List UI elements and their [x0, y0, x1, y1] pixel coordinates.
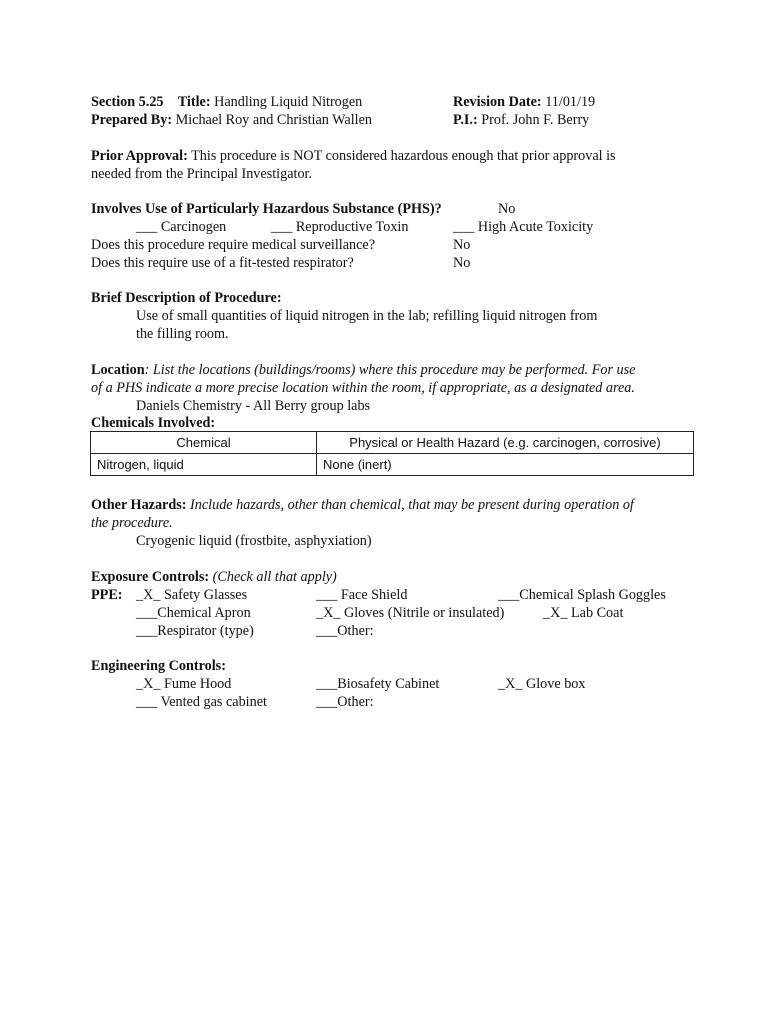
phs-reproductive-toxin: ___ Reproductive Toxin	[271, 219, 409, 235]
cell-chemical: Nitrogen, liquid	[91, 454, 317, 476]
medical-surveillance-answer: No	[453, 237, 471, 253]
ppe-chemical-apron: ___Chemical Apron	[136, 605, 251, 621]
description-heading: Brief Description of Procedure:	[91, 290, 282, 306]
other-hazards-label: Other Hazards:	[91, 497, 187, 513]
revision-date	[453, 93, 595, 111]
ppe-safety-glasses: _X_ Safety Glasses	[136, 587, 248, 603]
other-hazards-instructions-2: the procedure.	[91, 515, 173, 531]
phs-carcinogen: ___ Carcinogen	[136, 219, 227, 235]
prior-approval-text: This procedure is NOT considered hazardous enough that prior approval is	[191, 148, 616, 164]
exposure-controls	[91, 568, 337, 586]
engineering-controls-label: Engineering Controls:	[91, 658, 226, 674]
description-text-2: the filling room.	[136, 326, 229, 342]
header-section-title	[91, 93, 362, 111]
ppe-label: PPE:	[91, 587, 123, 603]
chemicals-table	[90, 431, 694, 476]
eng-other: ___Other:	[316, 694, 374, 710]
principal-investigator	[453, 111, 589, 129]
prior-approval	[91, 147, 616, 165]
chemicals-heading: Chemicals Involved:	[91, 415, 216, 431]
eng-fume-hood: _X_ Fume Hood	[136, 676, 232, 692]
location-label: Location	[91, 362, 145, 378]
phs-answer: No	[498, 201, 516, 217]
exposure-controls-instructions: (Check all that apply)	[212, 569, 337, 585]
ppe-gloves: _X_ Gloves (Nitrile or insulated)	[316, 605, 505, 621]
description-text-1: Use of small quantities of liquid nitrogen in the lab; refilling liquid nitrogen from	[136, 308, 598, 324]
title-label: Title:	[177, 94, 211, 110]
other-hazards	[91, 496, 634, 514]
eng-vented-gas-cabinet: ___ Vented gas cabinet	[136, 694, 267, 710]
revision-label: Revision Date:	[453, 94, 542, 110]
pi-label: P.I.:	[453, 112, 478, 128]
eng-glove-box: _X_ Glove box	[498, 676, 586, 692]
prepared-label: Prepared By:	[91, 112, 173, 128]
location-instructions-2: of a PHS indicate a more precise location within the room, if appropriate, as a designated area.	[91, 380, 635, 396]
other-hazards-instructions-1: Include hazards, other than chemical, that may be present during operation of	[186, 497, 634, 513]
ppe-other: ___Other:	[316, 623, 374, 639]
prepared-by	[91, 111, 372, 129]
location-value: Daniels Chemistry - All Berry group labs	[136, 398, 371, 414]
pi-value: Prof. John F. Berry	[481, 112, 590, 128]
title-value: Handling Liquid Nitrogen	[214, 94, 363, 110]
table-header-row	[91, 432, 694, 454]
location-instructions-1: : List the locations (buildings/rooms) where this procedure may be performed. For use	[144, 362, 636, 378]
section-number: Section 5.25	[91, 94, 164, 110]
table-row	[91, 454, 694, 476]
medical-surveillance-question: Does this procedure require medical surveillance?	[91, 237, 376, 253]
ppe-respirator: ___Respirator (type)	[136, 623, 254, 639]
revision-value: 11/01/19	[545, 94, 596, 110]
ppe-lab-coat: _X_ Lab Coat	[543, 605, 624, 621]
prior-approval-label: Prior Approval:	[91, 148, 188, 164]
column-header-chemical: Chemical	[91, 432, 317, 454]
eng-biosafety-cabinet: ___Biosafety Cabinet	[316, 676, 440, 692]
other-hazards-value: Cryogenic liquid (frostbite, asphyxiation)	[136, 533, 372, 549]
location-instructions	[91, 361, 635, 379]
prior-approval-text-2: needed from the Principal Investigator.	[91, 166, 313, 182]
prepared-value: Michael Roy and Christian Wallen	[175, 112, 372, 128]
phs-question: Involves Use of Particularly Hazardous Substance (PHS)?	[91, 201, 442, 217]
respirator-answer: No	[453, 255, 471, 271]
phs-high-acute-toxicity: ___ High Acute Toxicity	[453, 219, 594, 235]
ppe-face-shield: ___ Face Shield	[316, 587, 408, 603]
column-header-hazard: Physical or Health Hazard (e.g. carcinogen, corrosive)	[317, 432, 694, 454]
exposure-controls-label: Exposure Controls:	[91, 569, 210, 585]
ppe-chemical-splash-goggles: ___Chemical Splash Goggles	[498, 587, 666, 603]
respirator-question: Does this require use of a fit-tested respirator?	[91, 255, 354, 271]
cell-hazard: None (inert)	[317, 454, 694, 476]
